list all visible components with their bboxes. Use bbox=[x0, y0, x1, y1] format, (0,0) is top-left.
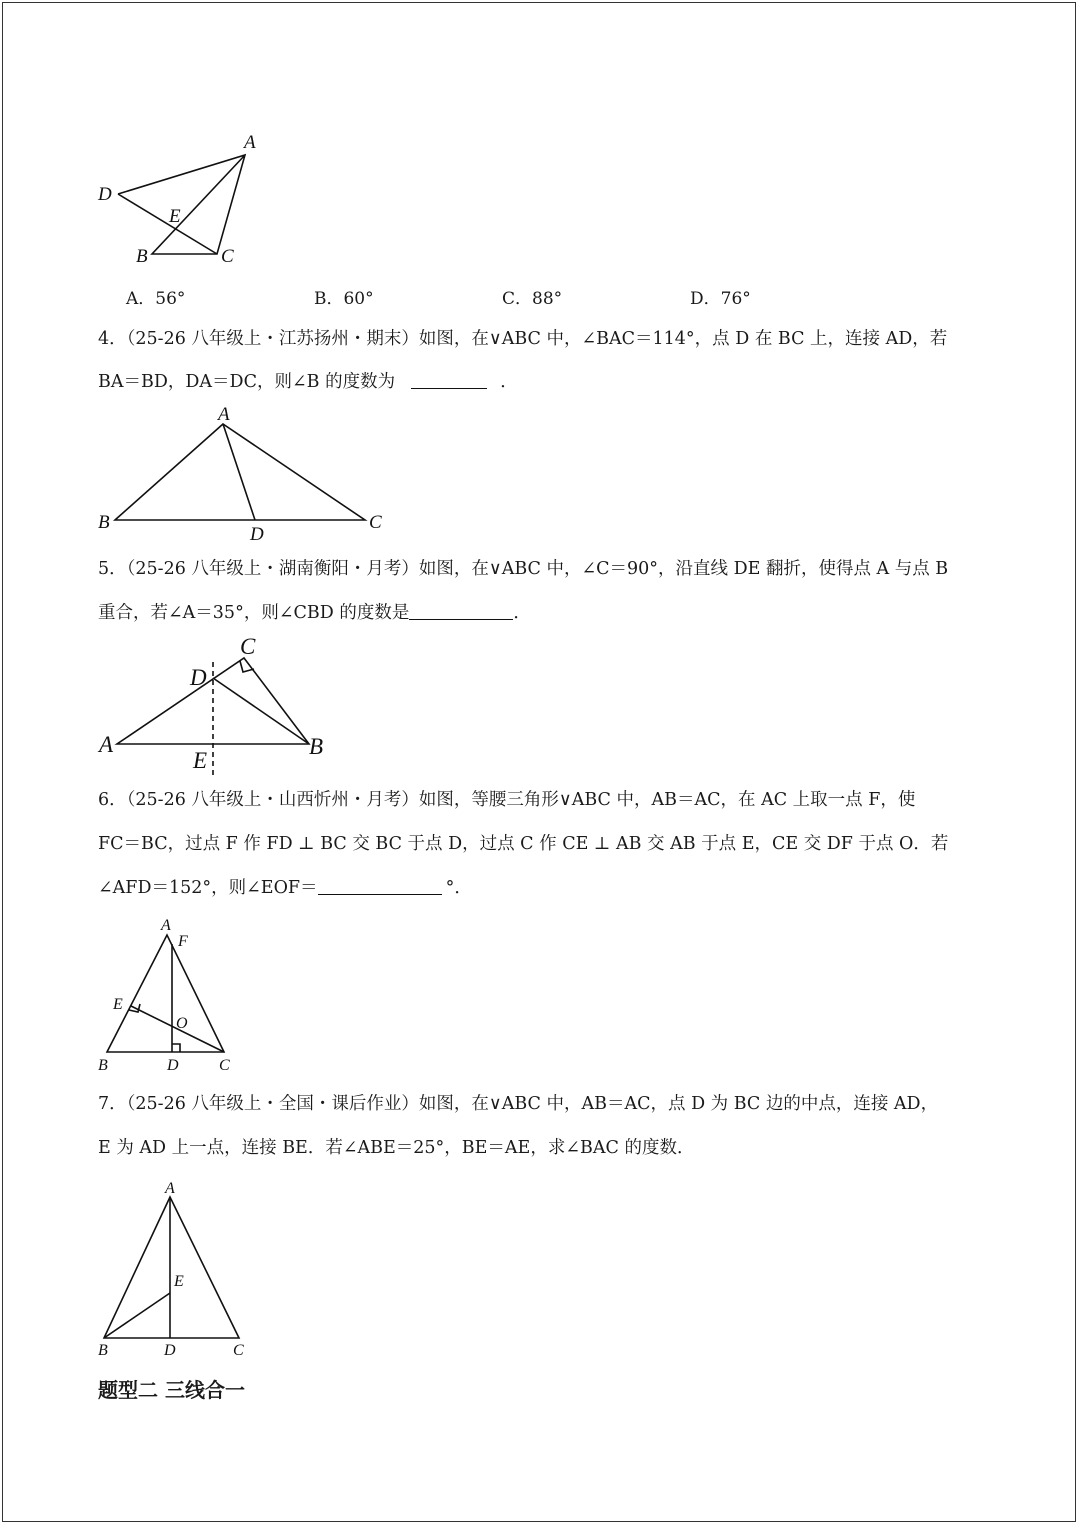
label-c: C bbox=[369, 512, 382, 533]
q6-text-line1: 6．（25-26 八年级上・山西忻州・月考）如图，等腰三角形∨ABC 中，AB＝AC，在 AC 上取一点 F，使 bbox=[98, 790, 916, 810]
right-angle-mark-d bbox=[172, 1044, 180, 1052]
label-e: E bbox=[113, 996, 123, 1013]
figure-q3 bbox=[90, 130, 270, 270]
figure-q7 bbox=[92, 1175, 262, 1365]
q5-prompt: 重合，若∠A＝35°，则∠CBD 的度数是 bbox=[98, 603, 410, 623]
option-c: C．88° bbox=[502, 289, 563, 309]
q7-text-line1: 7．（25-26 八年级上・全国・课后作业）如图，在∨ABC 中，AB＝AC，点 D 为 BC 边的中点，连接 AD， bbox=[98, 1094, 939, 1114]
section-heading: 题型二 三线合一 bbox=[98, 1378, 245, 1402]
label-b: B bbox=[98, 1342, 108, 1359]
figure-q6-svg bbox=[92, 910, 252, 1075]
q6-answer-blank[interactable] bbox=[318, 878, 442, 895]
label-b: B bbox=[136, 246, 148, 267]
label-a: A bbox=[161, 917, 171, 934]
option-a: A．56° bbox=[126, 289, 186, 309]
option-b: B．60° bbox=[314, 289, 374, 309]
label-d: D bbox=[250, 524, 264, 545]
label-d: D bbox=[98, 184, 112, 205]
label-c: C bbox=[240, 634, 256, 659]
q5-answer-blank[interactable] bbox=[409, 603, 513, 620]
q6-prompt: ∠AFD＝152°，则∠EOF＝ bbox=[98, 878, 318, 898]
figure-q4-svg bbox=[90, 400, 400, 545]
q6-text-line2: FC＝BC，过点 F 作 FD ⊥ BC 交 BC 于点 D，过点 C 作 CE ⊥ AB 交 AB 于点 E，CE 交 DF 于点 O．若 bbox=[98, 834, 949, 854]
triangle-abc-q3 bbox=[118, 155, 245, 254]
figure-q4 bbox=[90, 400, 400, 545]
segment-bd bbox=[213, 678, 309, 744]
label-o: O bbox=[176, 1015, 188, 1032]
q5-end: ． bbox=[513, 603, 531, 623]
label-d: D bbox=[190, 665, 207, 690]
q4-text-line2 bbox=[98, 370, 518, 394]
label-a: A bbox=[244, 132, 256, 153]
label-a: A bbox=[165, 1180, 175, 1197]
q7-text-line2: E 为 AD 上一点，连接 BE．若∠ABE＝25°，BE＝AE，求∠BAC 的度数． bbox=[98, 1138, 695, 1158]
label-e: E bbox=[169, 206, 181, 227]
label-a: A bbox=[99, 732, 114, 757]
label-e: E bbox=[193, 748, 208, 773]
label-c: C bbox=[221, 246, 234, 267]
label-b: B bbox=[98, 512, 110, 533]
q4-answer-blank[interactable] bbox=[411, 372, 487, 389]
label-b: B bbox=[98, 1057, 108, 1074]
figure-q5 bbox=[95, 630, 345, 780]
q5-text-line1: 5．（25-26 八年级上・湖南衡阳・月考）如图，在∨ABC 中，∠C＝90°，沿直线 DE 翻折，使得点 A 与点 B bbox=[98, 559, 949, 579]
triangle-abc-q4 bbox=[115, 424, 365, 520]
q6-text-line3 bbox=[98, 876, 472, 900]
label-b: B bbox=[309, 734, 324, 759]
segment-ad bbox=[223, 424, 255, 520]
label-c: C bbox=[219, 1057, 230, 1074]
q5-text-line2 bbox=[98, 601, 531, 625]
option-d: D．76° bbox=[690, 289, 751, 309]
figure-q3-svg bbox=[90, 130, 270, 270]
q4-end: ． bbox=[500, 372, 518, 392]
label-f: F bbox=[178, 933, 188, 950]
q4-prompt: BA＝BD，DA＝DC，则∠B 的度数为 bbox=[98, 372, 396, 392]
label-c: C bbox=[233, 1342, 244, 1359]
figure-q7-svg bbox=[92, 1175, 262, 1365]
triangle-abc-q7 bbox=[104, 1197, 239, 1338]
figure-q5-svg bbox=[95, 630, 345, 780]
q6-end: °． bbox=[445, 878, 472, 898]
figure-q6 bbox=[92, 910, 252, 1075]
label-a: A bbox=[218, 404, 230, 425]
q4-text-line1: 4．（25-26 八年级上・江苏扬州・期末）如图，在∨ABC 中，∠BAC＝114°，点 D 在 BC 上，连接 AD，若 bbox=[98, 329, 948, 349]
segment-dc bbox=[118, 194, 217, 254]
triangle-abc-q6 bbox=[107, 935, 224, 1052]
label-d: D bbox=[167, 1057, 179, 1074]
label-e: E bbox=[174, 1273, 184, 1290]
label-d: D bbox=[164, 1342, 176, 1359]
